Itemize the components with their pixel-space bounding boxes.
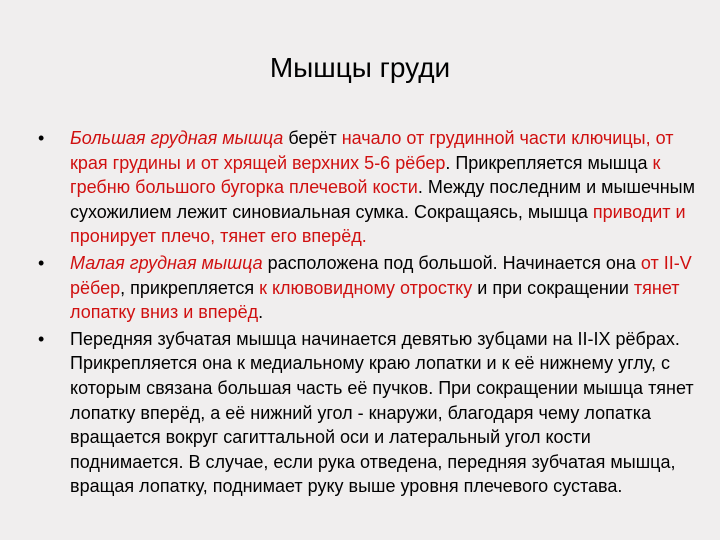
text-segment: . Прикрепляется мышца	[445, 152, 653, 173]
bullet-icon: •	[38, 128, 45, 148]
text-segment: приводит и пронирует плечо, тянет его вперёд.	[70, 201, 686, 247]
bullet-item-pectoralis-minor	[38, 251, 698, 325]
bullet-icon: •	[38, 252, 45, 273]
text-segment: от II-V рёбер	[70, 252, 692, 298]
text-segment: .	[258, 302, 264, 323]
slide-title: Мышцы груди	[269, 52, 451, 83]
text-segment: Передняя зубчатая мышца начинается девятью зубцами на II-IX рёбрах. Прикрепляется она к медиальному краю лопатки и к её нижнему углу, с которым связана большая часть её пучков. При сокращении мышца тянет лопатку вперёд, а её нижний угол - кнаружи, благодаря чему лопатка вращается вокруг сагиттальной оси и латеральный угол кости поднимается. В случае, если рука отведена, передняя зубчатая мышца, вращая лопатку, поднимает руку выше уровня плечевого сустава.	[70, 328, 694, 497]
text-segment: и при сокращении	[472, 277, 634, 298]
text-segment: к клювовидному отростку	[259, 277, 473, 298]
text-segment: берёт	[283, 128, 342, 148]
text-segment: Малая грудная мышца	[70, 252, 263, 273]
text-segment: , прикрепляется	[120, 277, 260, 298]
text-segment: . Между последним и мышечным сухожилием лежит синовиальная сумка. Сокращаясь, мышца	[70, 177, 695, 222]
bullet-item-pectoralis-major	[38, 126, 698, 249]
text-segment: Большая грудная мышца	[70, 128, 284, 148]
bullet-item-serratus-anterior	[38, 327, 698, 499]
text-segment: начало от грудинной части ключицы, от края грудины и от хрящей верхних 5-6 рёбер	[70, 128, 674, 173]
text-segment: к гребню большого бугорка плечевой кости	[70, 152, 661, 198]
bullet-list	[38, 126, 698, 501]
text-segment: тянет лопатку вниз и вперёд	[70, 277, 680, 323]
bullet-icon: •	[38, 328, 45, 349]
text-segment: расположена под большой. Начинается она	[262, 252, 641, 273]
